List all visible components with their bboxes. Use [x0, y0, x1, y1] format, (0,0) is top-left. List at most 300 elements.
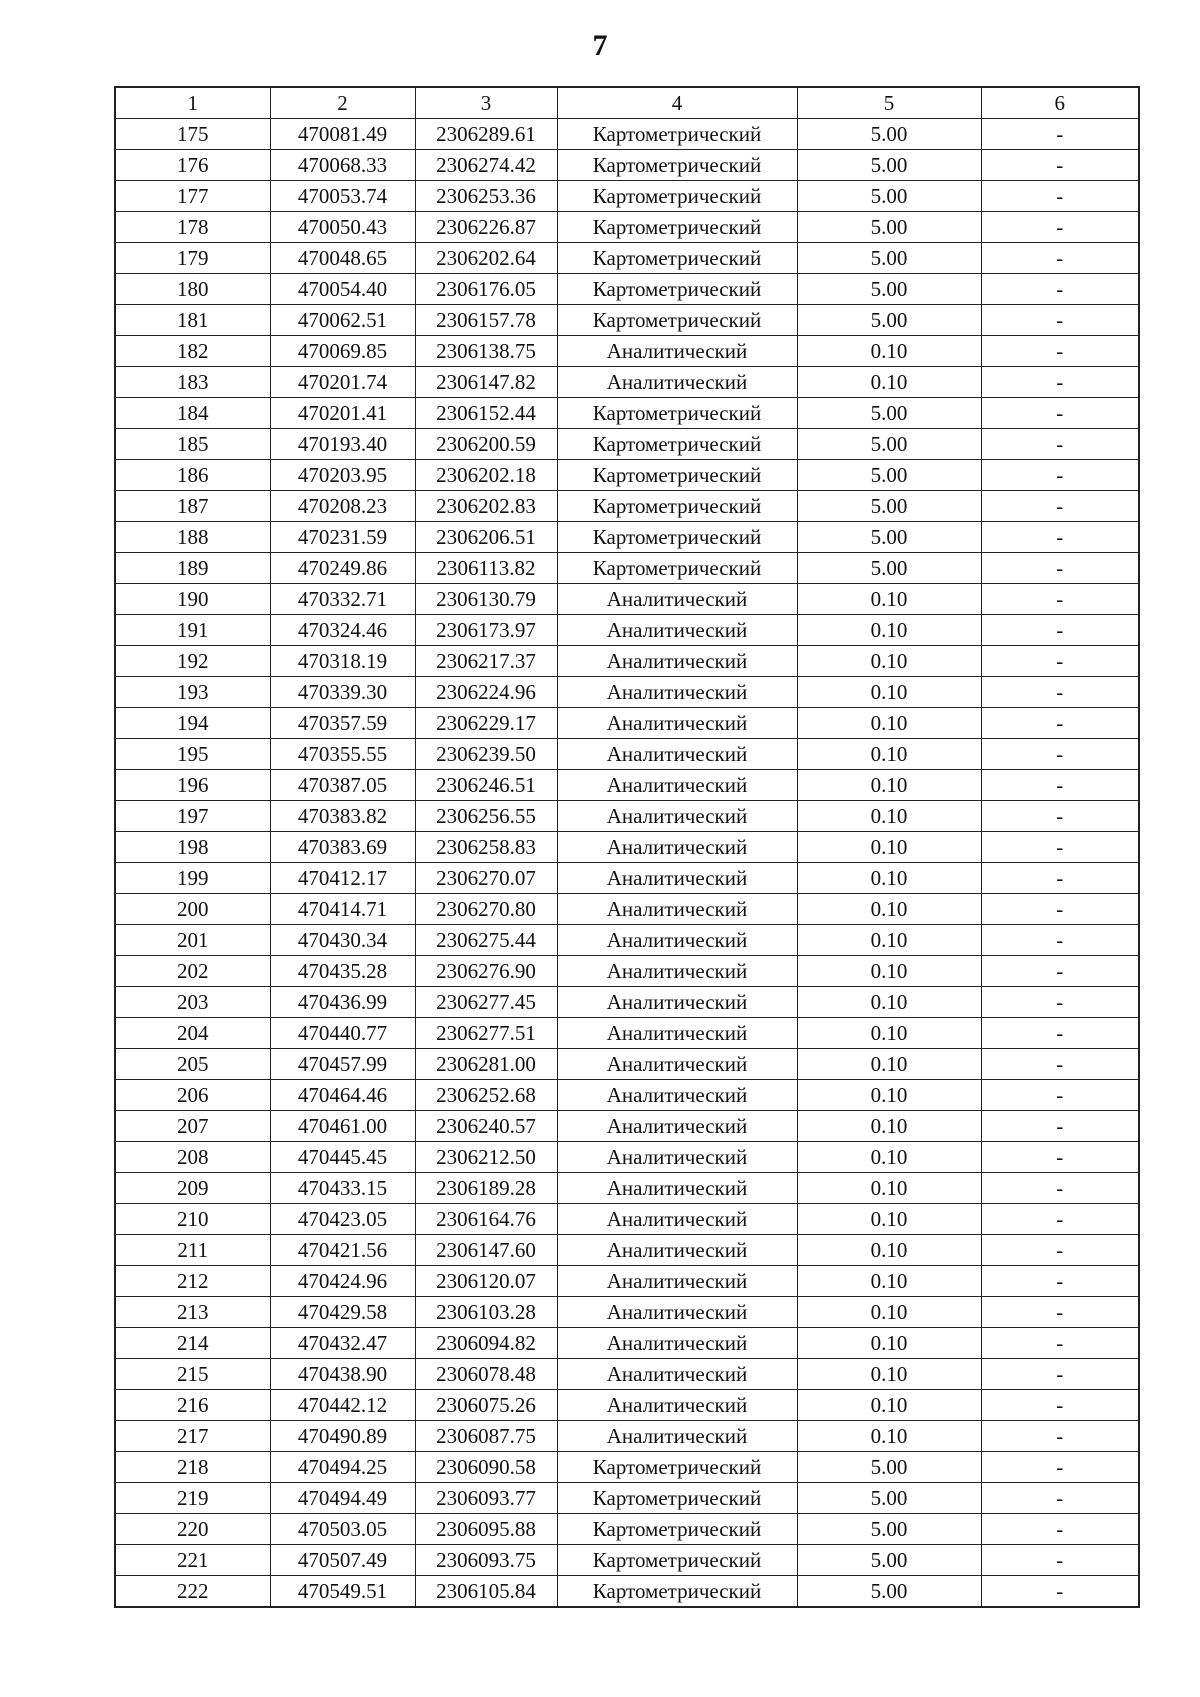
- cell-y-coordinate: 2306202.64: [415, 243, 557, 274]
- cell-method: Аналитический: [557, 739, 797, 770]
- cell-x-coordinate: 470231.59: [270, 522, 415, 553]
- cell-y-coordinate: 2306246.51: [415, 770, 557, 801]
- cell-point-number: 208: [115, 1142, 270, 1173]
- cell-point-number: 194: [115, 708, 270, 739]
- table-row: [115, 398, 1139, 429]
- cell-method: Аналитический: [557, 1390, 797, 1421]
- cell-method: Картометрический: [557, 274, 797, 305]
- cell-accuracy: 0.10: [797, 1421, 981, 1452]
- cell-method: Картометрический: [557, 305, 797, 336]
- table-row: [115, 1576, 1139, 1608]
- cell-accuracy: 0.10: [797, 1328, 981, 1359]
- cell-accuracy: 0.10: [797, 956, 981, 987]
- cell-y-coordinate: 2306274.42: [415, 150, 557, 181]
- cell-method: Картометрический: [557, 491, 797, 522]
- cell-x-coordinate: 470048.65: [270, 243, 415, 274]
- cell-x-coordinate: 470457.99: [270, 1049, 415, 1080]
- table-row: [115, 1204, 1139, 1235]
- column-header-method: 4: [557, 87, 797, 119]
- cell-point-number: 201: [115, 925, 270, 956]
- cell-point-number: 205: [115, 1049, 270, 1080]
- cell-point-number: 220: [115, 1514, 270, 1545]
- cell-x-coordinate: 470318.19: [270, 646, 415, 677]
- cell-point-number: 193: [115, 677, 270, 708]
- cell-accuracy: 5.00: [797, 212, 981, 243]
- cell-method: Картометрический: [557, 429, 797, 460]
- cell-point-number: 199: [115, 863, 270, 894]
- cell-accuracy: 0.10: [797, 1390, 981, 1421]
- cell-point-number: 211: [115, 1235, 270, 1266]
- cell-point-number: 215: [115, 1359, 270, 1390]
- cell-description: -: [981, 987, 1139, 1018]
- table-row: [115, 150, 1139, 181]
- cell-point-number: 177: [115, 181, 270, 212]
- cell-y-coordinate: 2306093.77: [415, 1483, 557, 1514]
- cell-method: Аналитический: [557, 956, 797, 987]
- cell-method: Аналитический: [557, 801, 797, 832]
- cell-y-coordinate: 2306277.45: [415, 987, 557, 1018]
- cell-method: Картометрический: [557, 212, 797, 243]
- cell-accuracy: 0.10: [797, 646, 981, 677]
- cell-y-coordinate: 2306130.79: [415, 584, 557, 615]
- cell-accuracy: 0.10: [797, 1173, 981, 1204]
- cell-point-number: 200: [115, 894, 270, 925]
- cell-point-number: 202: [115, 956, 270, 987]
- cell-x-coordinate: 470438.90: [270, 1359, 415, 1390]
- table-row: [115, 1452, 1139, 1483]
- cell-x-coordinate: 470464.46: [270, 1080, 415, 1111]
- cell-point-number: 209: [115, 1173, 270, 1204]
- table-row: [115, 1018, 1139, 1049]
- table-row: [115, 336, 1139, 367]
- cell-description: -: [981, 305, 1139, 336]
- cell-method: Аналитический: [557, 677, 797, 708]
- cell-accuracy: 5.00: [797, 522, 981, 553]
- cell-y-coordinate: 2306157.78: [415, 305, 557, 336]
- cell-description: -: [981, 212, 1139, 243]
- cell-method: Аналитический: [557, 1142, 797, 1173]
- table-row: [115, 832, 1139, 863]
- cell-point-number: 180: [115, 274, 270, 305]
- cell-y-coordinate: 2306275.44: [415, 925, 557, 956]
- cell-x-coordinate: 470507.49: [270, 1545, 415, 1576]
- cell-x-coordinate: 470414.71: [270, 894, 415, 925]
- table-row: [115, 429, 1139, 460]
- cell-x-coordinate: 470069.85: [270, 336, 415, 367]
- cell-x-coordinate: 470053.74: [270, 181, 415, 212]
- cell-y-coordinate: 2306138.75: [415, 336, 557, 367]
- cell-point-number: 182: [115, 336, 270, 367]
- cell-accuracy: 5.00: [797, 460, 981, 491]
- cell-description: -: [981, 274, 1139, 305]
- cell-y-coordinate: 2306256.55: [415, 801, 557, 832]
- cell-point-number: 176: [115, 150, 270, 181]
- cell-y-coordinate: 2306090.58: [415, 1452, 557, 1483]
- cell-point-number: 186: [115, 460, 270, 491]
- cell-accuracy: 5.00: [797, 1545, 981, 1576]
- cell-point-number: 198: [115, 832, 270, 863]
- cell-accuracy: 0.10: [797, 925, 981, 956]
- cell-point-number: 187: [115, 491, 270, 522]
- cell-description: -: [981, 1049, 1139, 1080]
- cell-x-coordinate: 470490.89: [270, 1421, 415, 1452]
- table-row: [115, 1049, 1139, 1080]
- cell-x-coordinate: 470424.96: [270, 1266, 415, 1297]
- cell-y-coordinate: 2306281.00: [415, 1049, 557, 1080]
- table-row: [115, 1297, 1139, 1328]
- cell-accuracy: 5.00: [797, 1514, 981, 1545]
- table-row: [115, 615, 1139, 646]
- cell-description: -: [981, 460, 1139, 491]
- cell-accuracy: 0.10: [797, 1018, 981, 1049]
- cell-description: -: [981, 243, 1139, 274]
- cell-y-coordinate: 2306276.90: [415, 956, 557, 987]
- page-number: 7: [592, 29, 608, 62]
- cell-y-coordinate: 2306202.83: [415, 491, 557, 522]
- cell-x-coordinate: 470433.15: [270, 1173, 415, 1204]
- table-row: [115, 367, 1139, 398]
- table-row: [115, 1359, 1139, 1390]
- cell-point-number: 221: [115, 1545, 270, 1576]
- cell-accuracy: 0.10: [797, 584, 981, 615]
- cell-accuracy: 5.00: [797, 305, 981, 336]
- cell-x-coordinate: 470249.86: [270, 553, 415, 584]
- cell-point-number: 197: [115, 801, 270, 832]
- cell-description: -: [981, 615, 1139, 646]
- table-row: [115, 1328, 1139, 1359]
- cell-y-coordinate: 2306147.60: [415, 1235, 557, 1266]
- cell-accuracy: 0.10: [797, 832, 981, 863]
- table-row: [115, 460, 1139, 491]
- table-row: [115, 646, 1139, 677]
- table-row: [115, 243, 1139, 274]
- cell-description: -: [981, 1080, 1139, 1111]
- cell-accuracy: 0.10: [797, 801, 981, 832]
- cell-description: -: [981, 1545, 1139, 1576]
- cell-description: -: [981, 553, 1139, 584]
- cell-accuracy: 0.10: [797, 708, 981, 739]
- cell-method: Аналитический: [557, 615, 797, 646]
- cell-description: -: [981, 1173, 1139, 1204]
- cell-y-coordinate: 2306252.68: [415, 1080, 557, 1111]
- cell-method: Аналитический: [557, 1204, 797, 1235]
- cell-y-coordinate: 2306224.96: [415, 677, 557, 708]
- cell-x-coordinate: 470461.00: [270, 1111, 415, 1142]
- cell-description: -: [981, 770, 1139, 801]
- cell-x-coordinate: 470081.49: [270, 119, 415, 150]
- cell-x-coordinate: 470387.05: [270, 770, 415, 801]
- cell-point-number: 217: [115, 1421, 270, 1452]
- table-body: [115, 119, 1139, 1608]
- cell-method: Аналитический: [557, 1266, 797, 1297]
- cell-y-coordinate: 2306253.36: [415, 181, 557, 212]
- cell-description: -: [981, 181, 1139, 212]
- table-row: [115, 956, 1139, 987]
- cell-method: Аналитический: [557, 1297, 797, 1328]
- cell-x-coordinate: 470383.69: [270, 832, 415, 863]
- cell-x-coordinate: 470494.49: [270, 1483, 415, 1514]
- cell-description: -: [981, 646, 1139, 677]
- cell-description: -: [981, 119, 1139, 150]
- table-row: [115, 1514, 1139, 1545]
- cell-y-coordinate: 2306087.75: [415, 1421, 557, 1452]
- column-header-point-number: 1: [115, 87, 270, 119]
- cell-method: Аналитический: [557, 1049, 797, 1080]
- cell-x-coordinate: 470357.59: [270, 708, 415, 739]
- cell-x-coordinate: 470435.28: [270, 956, 415, 987]
- cell-x-coordinate: 470062.51: [270, 305, 415, 336]
- cell-description: -: [981, 832, 1139, 863]
- cell-y-coordinate: 2306103.28: [415, 1297, 557, 1328]
- table-row: [115, 739, 1139, 770]
- cell-description: -: [981, 1111, 1139, 1142]
- cell-method: Аналитический: [557, 1018, 797, 1049]
- cell-method: Аналитический: [557, 1173, 797, 1204]
- cell-method: Аналитический: [557, 832, 797, 863]
- cell-method: Аналитический: [557, 1235, 797, 1266]
- cell-y-coordinate: 2306093.75: [415, 1545, 557, 1576]
- cell-method: Картометрический: [557, 243, 797, 274]
- cell-description: -: [981, 1483, 1139, 1514]
- cell-x-coordinate: 470068.33: [270, 150, 415, 181]
- table-row: [115, 1111, 1139, 1142]
- cell-accuracy: 5.00: [797, 274, 981, 305]
- cell-description: -: [981, 1576, 1139, 1608]
- cell-x-coordinate: 470494.25: [270, 1452, 415, 1483]
- cell-method: Аналитический: [557, 863, 797, 894]
- column-header-x-coordinate: 2: [270, 87, 415, 119]
- cell-y-coordinate: 2306094.82: [415, 1328, 557, 1359]
- cell-x-coordinate: 470054.40: [270, 274, 415, 305]
- table-header: [115, 87, 1139, 119]
- cell-method: Аналитический: [557, 925, 797, 956]
- cell-accuracy: 0.10: [797, 1359, 981, 1390]
- cell-description: -: [981, 1328, 1139, 1359]
- cell-accuracy: 0.10: [797, 987, 981, 1018]
- cell-point-number: 188: [115, 522, 270, 553]
- cell-accuracy: 0.10: [797, 367, 981, 398]
- coordinates-table: [114, 86, 1140, 1608]
- cell-y-coordinate: 2306173.97: [415, 615, 557, 646]
- cell-description: -: [981, 1452, 1139, 1483]
- cell-x-coordinate: 470201.74: [270, 367, 415, 398]
- cell-description: -: [981, 1204, 1139, 1235]
- cell-y-coordinate: 2306289.61: [415, 119, 557, 150]
- table-row: [115, 1545, 1139, 1576]
- cell-accuracy: 0.10: [797, 1111, 981, 1142]
- header-row: [115, 87, 1139, 119]
- cell-y-coordinate: 2306176.05: [415, 274, 557, 305]
- table-row: [115, 987, 1139, 1018]
- cell-y-coordinate: 2306270.07: [415, 863, 557, 894]
- cell-x-coordinate: 470355.55: [270, 739, 415, 770]
- cell-x-coordinate: 470503.05: [270, 1514, 415, 1545]
- cell-x-coordinate: 470412.17: [270, 863, 415, 894]
- cell-x-coordinate: 470193.40: [270, 429, 415, 460]
- cell-x-coordinate: 470430.34: [270, 925, 415, 956]
- cell-x-coordinate: 470203.95: [270, 460, 415, 491]
- cell-accuracy: 5.00: [797, 1483, 981, 1514]
- table-row: [115, 491, 1139, 522]
- cell-description: -: [981, 801, 1139, 832]
- cell-description: -: [981, 708, 1139, 739]
- cell-y-coordinate: 2306164.76: [415, 1204, 557, 1235]
- table-row: [115, 1390, 1139, 1421]
- table-row: [115, 801, 1139, 832]
- cell-point-number: 190: [115, 584, 270, 615]
- table-row: [115, 1142, 1139, 1173]
- cell-y-coordinate: 2306105.84: [415, 1576, 557, 1608]
- cell-y-coordinate: 2306189.28: [415, 1173, 557, 1204]
- cell-description: -: [981, 1018, 1139, 1049]
- cell-method: Картометрический: [557, 460, 797, 491]
- cell-method: Аналитический: [557, 1359, 797, 1390]
- cell-method: Аналитический: [557, 646, 797, 677]
- cell-point-number: 218: [115, 1452, 270, 1483]
- column-header-y-coordinate: 3: [415, 87, 557, 119]
- cell-y-coordinate: 2306078.48: [415, 1359, 557, 1390]
- cell-description: -: [981, 336, 1139, 367]
- cell-y-coordinate: 2306277.51: [415, 1018, 557, 1049]
- cell-method: Картометрический: [557, 1545, 797, 1576]
- cell-description: -: [981, 1235, 1139, 1266]
- cell-point-number: 213: [115, 1297, 270, 1328]
- cell-method: Картометрический: [557, 150, 797, 181]
- cell-method: Аналитический: [557, 1080, 797, 1111]
- cell-x-coordinate: 470445.45: [270, 1142, 415, 1173]
- cell-y-coordinate: 2306240.57: [415, 1111, 557, 1142]
- cell-x-coordinate: 470436.99: [270, 987, 415, 1018]
- cell-description: -: [981, 1390, 1139, 1421]
- cell-accuracy: 0.10: [797, 677, 981, 708]
- cell-accuracy: 0.10: [797, 770, 981, 801]
- cell-point-number: 212: [115, 1266, 270, 1297]
- cell-x-coordinate: 470421.56: [270, 1235, 415, 1266]
- cell-x-coordinate: 470432.47: [270, 1328, 415, 1359]
- cell-method: Аналитический: [557, 584, 797, 615]
- table-row: [115, 553, 1139, 584]
- cell-point-number: 210: [115, 1204, 270, 1235]
- cell-point-number: 195: [115, 739, 270, 770]
- cell-y-coordinate: 2306239.50: [415, 739, 557, 770]
- cell-description: -: [981, 1514, 1139, 1545]
- cell-description: -: [981, 398, 1139, 429]
- table-row: [115, 1483, 1139, 1514]
- cell-accuracy: 0.10: [797, 863, 981, 894]
- cell-accuracy: 0.10: [797, 1049, 981, 1080]
- cell-point-number: 207: [115, 1111, 270, 1142]
- cell-point-number: 196: [115, 770, 270, 801]
- cell-point-number: 179: [115, 243, 270, 274]
- cell-description: -: [981, 584, 1139, 615]
- cell-accuracy: 0.10: [797, 615, 981, 646]
- cell-point-number: 175: [115, 119, 270, 150]
- cell-description: -: [981, 863, 1139, 894]
- cell-method: Картометрический: [557, 181, 797, 212]
- cell-method: Аналитический: [557, 708, 797, 739]
- cell-y-coordinate: 2306229.17: [415, 708, 557, 739]
- cell-x-coordinate: 470549.51: [270, 1576, 415, 1608]
- cell-point-number: 185: [115, 429, 270, 460]
- cell-x-coordinate: 470050.43: [270, 212, 415, 243]
- cell-method: Аналитический: [557, 367, 797, 398]
- cell-accuracy: 5.00: [797, 181, 981, 212]
- cell-x-coordinate: 470442.12: [270, 1390, 415, 1421]
- cell-point-number: 181: [115, 305, 270, 336]
- cell-method: Картометрический: [557, 1514, 797, 1545]
- cell-point-number: 206: [115, 1080, 270, 1111]
- cell-accuracy: 0.10: [797, 894, 981, 925]
- cell-description: -: [981, 1297, 1139, 1328]
- cell-accuracy: 5.00: [797, 553, 981, 584]
- cell-method: Картометрический: [557, 1483, 797, 1514]
- cell-description: -: [981, 1142, 1139, 1173]
- table-row: [115, 1421, 1139, 1452]
- table-row: [115, 274, 1139, 305]
- table-row: [115, 305, 1139, 336]
- cell-description: -: [981, 1359, 1139, 1390]
- cell-accuracy: 5.00: [797, 398, 981, 429]
- cell-description: -: [981, 894, 1139, 925]
- table-row: [115, 212, 1139, 243]
- cell-y-coordinate: 2306270.80: [415, 894, 557, 925]
- cell-point-number: 192: [115, 646, 270, 677]
- cell-description: -: [981, 367, 1139, 398]
- cell-y-coordinate: 2306258.83: [415, 832, 557, 863]
- cell-method: Аналитический: [557, 1111, 797, 1142]
- cell-point-number: 203: [115, 987, 270, 1018]
- cell-y-coordinate: 2306147.82: [415, 367, 557, 398]
- table-row: [115, 181, 1139, 212]
- cell-x-coordinate: 470324.46: [270, 615, 415, 646]
- cell-y-coordinate: 2306212.50: [415, 1142, 557, 1173]
- column-header-accuracy: 5: [797, 87, 981, 119]
- cell-description: -: [981, 739, 1139, 770]
- table-row: [115, 1266, 1139, 1297]
- cell-accuracy: 5.00: [797, 429, 981, 460]
- cell-y-coordinate: 2306113.82: [415, 553, 557, 584]
- cell-point-number: 219: [115, 1483, 270, 1514]
- cell-y-coordinate: 2306075.26: [415, 1390, 557, 1421]
- table-row: [115, 119, 1139, 150]
- cell-accuracy: 0.10: [797, 1142, 981, 1173]
- table-row: [115, 584, 1139, 615]
- cell-x-coordinate: 470440.77: [270, 1018, 415, 1049]
- table-row: [115, 677, 1139, 708]
- table-row: [115, 522, 1139, 553]
- cell-accuracy: 0.10: [797, 739, 981, 770]
- table-row: [115, 925, 1139, 956]
- cell-y-coordinate: 2306120.07: [415, 1266, 557, 1297]
- cell-accuracy: 0.10: [797, 1235, 981, 1266]
- cell-accuracy: 5.00: [797, 1452, 981, 1483]
- cell-method: Аналитический: [557, 336, 797, 367]
- cell-point-number: 183: [115, 367, 270, 398]
- cell-description: -: [981, 150, 1139, 181]
- cell-method: Аналитический: [557, 894, 797, 925]
- table-row: [115, 894, 1139, 925]
- cell-x-coordinate: 470201.41: [270, 398, 415, 429]
- cell-y-coordinate: 2306226.87: [415, 212, 557, 243]
- cell-y-coordinate: 2306200.59: [415, 429, 557, 460]
- cell-description: -: [981, 1421, 1139, 1452]
- cell-accuracy: 0.10: [797, 1204, 981, 1235]
- cell-point-number: 214: [115, 1328, 270, 1359]
- cell-y-coordinate: 2306202.18: [415, 460, 557, 491]
- cell-method: Аналитический: [557, 1328, 797, 1359]
- cell-y-coordinate: 2306095.88: [415, 1514, 557, 1545]
- table-row: [115, 1080, 1139, 1111]
